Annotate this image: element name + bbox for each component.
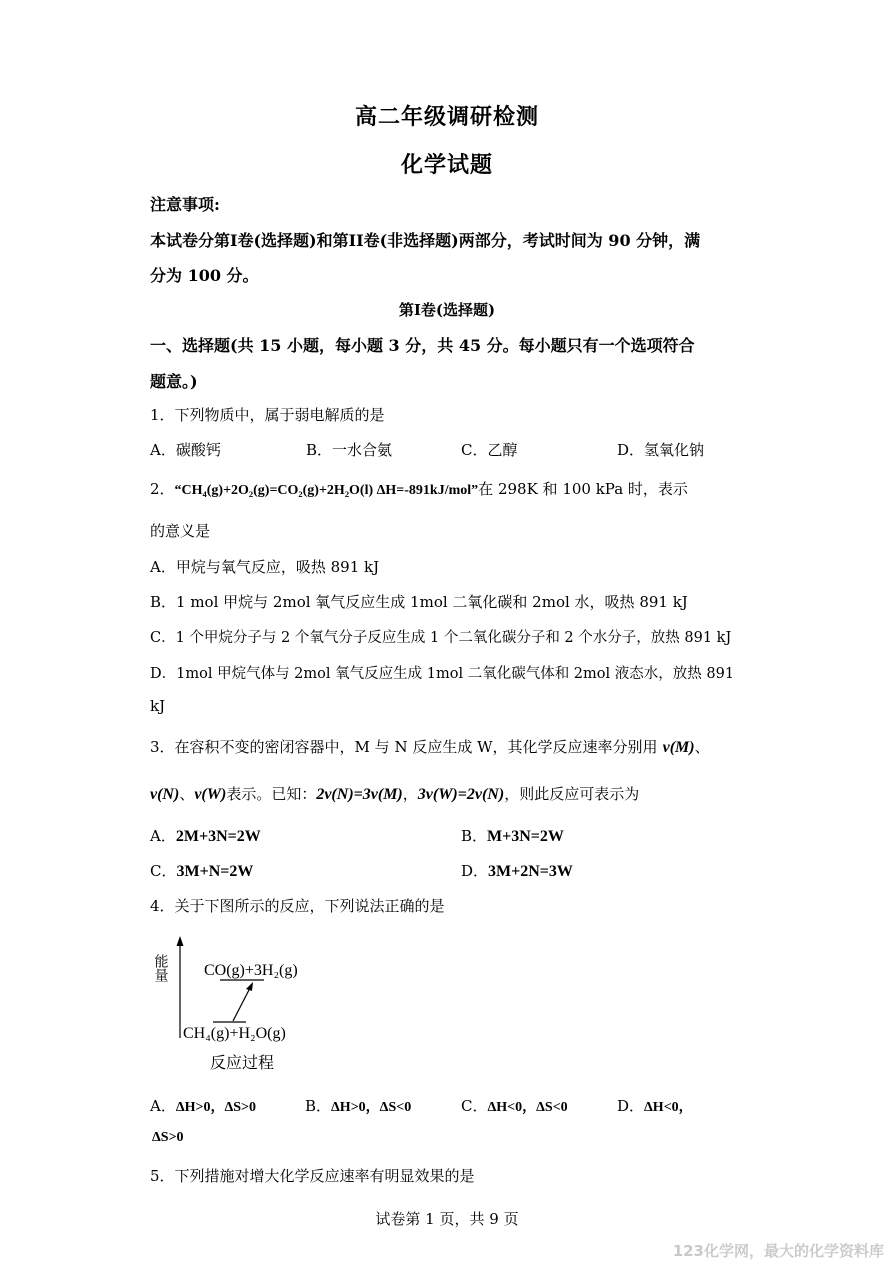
page-subtitle: 化学试题 [400,152,493,178]
q3-equation-1: 2v(N)=3v(M) [316,786,403,803]
q3-stem-line-1 [150,736,710,757]
q2-option-d-line-2: kJ [150,697,166,715]
section-heading-line-1: 一、选择题(共 15 小题，每小题 3 分，共 45 分。每小题只有一个选项符合 [150,336,695,355]
q1-stem: 1．下列物质中，属于弱电解质的是 [150,406,385,424]
q3-option-d-label: D． [461,862,489,880]
q4-option-b-label: B． [305,1097,332,1115]
q2-stem-line-1 [150,478,688,499]
q2-option-d-line-1: D．1mol 甲烷气体与 2mol 氧气反应生成 1mol 二氧化碳气体和 2mol 液态水，放热 891 [150,666,735,682]
upper-level-label: CO(g)+3H₂(g) [204,962,298,979]
q3-option-c-equation: 3M+N=2W [176,863,254,880]
q4-option-a-value: ΔH>0，ΔS>0 [175,1100,257,1115]
notice-line-1: 本试卷分第I卷(选择题)和第II卷(非选择题)两部分，考试时间为 90 分钟，满 [150,231,701,250]
q3-option-b [461,825,564,846]
q3-option-b-equation: M+3N=2W [487,828,564,845]
q4-option-b [305,1095,411,1116]
q3-option-c-label: C． [150,862,177,880]
q4-option-d-value-1: ΔH<0， [644,1100,693,1115]
energy-diagram [150,930,350,1080]
q4-option-d-label: D． [617,1097,645,1115]
q2-thermo-equation: “CH₄(g)+2O₂(g)=CO₂(g)+2H₂O(l) ΔH=-891kJ/mol” [174,483,479,498]
q3-text-2: ，则此反应可表示为 [504,785,640,803]
q4-option-d-value-2: ΔS>0 [152,1130,184,1145]
q3-text-1: 表示。已知： [226,785,317,803]
part1-heading: 第I卷(选择题) [398,301,496,319]
q2-stem-line-2: 的意义是 [150,522,211,540]
q1-option-c: C．乙醇 [461,441,518,459]
q2-number: 2． [150,480,175,498]
q2-option-c: C．1 个甲烷分子与 2 个氧气分子反应生成 1 个二氧化碳分子和 2 个水分子，放热 891 kJ [150,630,732,646]
q3-stem-line-2 [150,783,639,804]
q2-option-b: B．1 mol 甲烷与 2mol 氧气反应生成 1mol 二氧化碳和 2mol 水，吸热 891 kJ [150,593,688,611]
q5-stem: 5．下列措施对增大化学反应速率有明显效果的是 [150,1167,475,1185]
q3-rate-w: v(W) [194,786,227,803]
q2-option-a: A．甲烷与氧气反应，吸热 891 kJ [150,558,380,576]
q4-option-c-value: ΔH<0，ΔS<0 [487,1100,568,1115]
q3-rate-m: v(M) [662,739,695,756]
notice-heading: 注意事项: [150,195,220,214]
lower-level-label: CH₄(g)+H₂O(g) [183,1025,286,1042]
q3-stem-text: 3．在容积不变的密闭容器中，M 与 N 反应生成 W，其化学反应速率分别用 [150,738,658,756]
q2-stem-tail: 在 298K 和 100 kPa 时，表示 [478,480,688,498]
q1-option-a: A．碳酸钙 [150,441,221,459]
q3-option-c [150,860,253,881]
energy-axis-label: 能量 [152,954,168,982]
q4-option-d [617,1095,693,1116]
q3-option-a-label: A． [150,827,176,845]
q3-option-d [461,860,573,881]
notice-line-2: 分为 100 分。 [150,266,259,285]
q3-separator-2: 、 [179,785,195,803]
q3-option-a [150,825,261,846]
section-heading-line-2: 题意。) [150,372,198,391]
q3-rate-n: v(N) [150,786,180,803]
q4-option-a-label: A． [150,1097,176,1115]
reaction-process-label: 反应过程 [210,1055,275,1072]
watermark: 123化学网，最大的化学资料库 [672,1242,884,1260]
reaction-arrow [233,988,250,1021]
page-title: 高二年级调研检测 [354,104,539,130]
q1-option-d: D．氢氧化钠 [617,441,705,459]
q3-option-d-equation: 3M+2N=3W [488,863,573,880]
energy-axis-arrowhead [177,936,184,946]
q3-option-b-label: B． [461,827,488,845]
q3-equation-2: 3v(W)=2v(N) [417,786,505,803]
q3-separator-1: 、 [694,738,710,756]
q4-option-c [461,1095,568,1116]
q4-option-a [150,1095,256,1116]
reaction-arrowhead [246,982,253,991]
q1-option-b: B．一水合氨 [306,441,393,459]
q3-comma: ， [402,785,418,803]
q4-option-c-label: C． [461,1097,488,1115]
page-footer: 试卷第 1 页，共 9 页 [375,1210,519,1228]
q3-option-a-equation: 2M+3N=2W [175,828,261,845]
q4-option-b-value: ΔH>0，ΔS<0 [331,1100,412,1115]
q4-stem: 4．关于下图所示的反应，下列说法正确的是 [150,897,445,915]
